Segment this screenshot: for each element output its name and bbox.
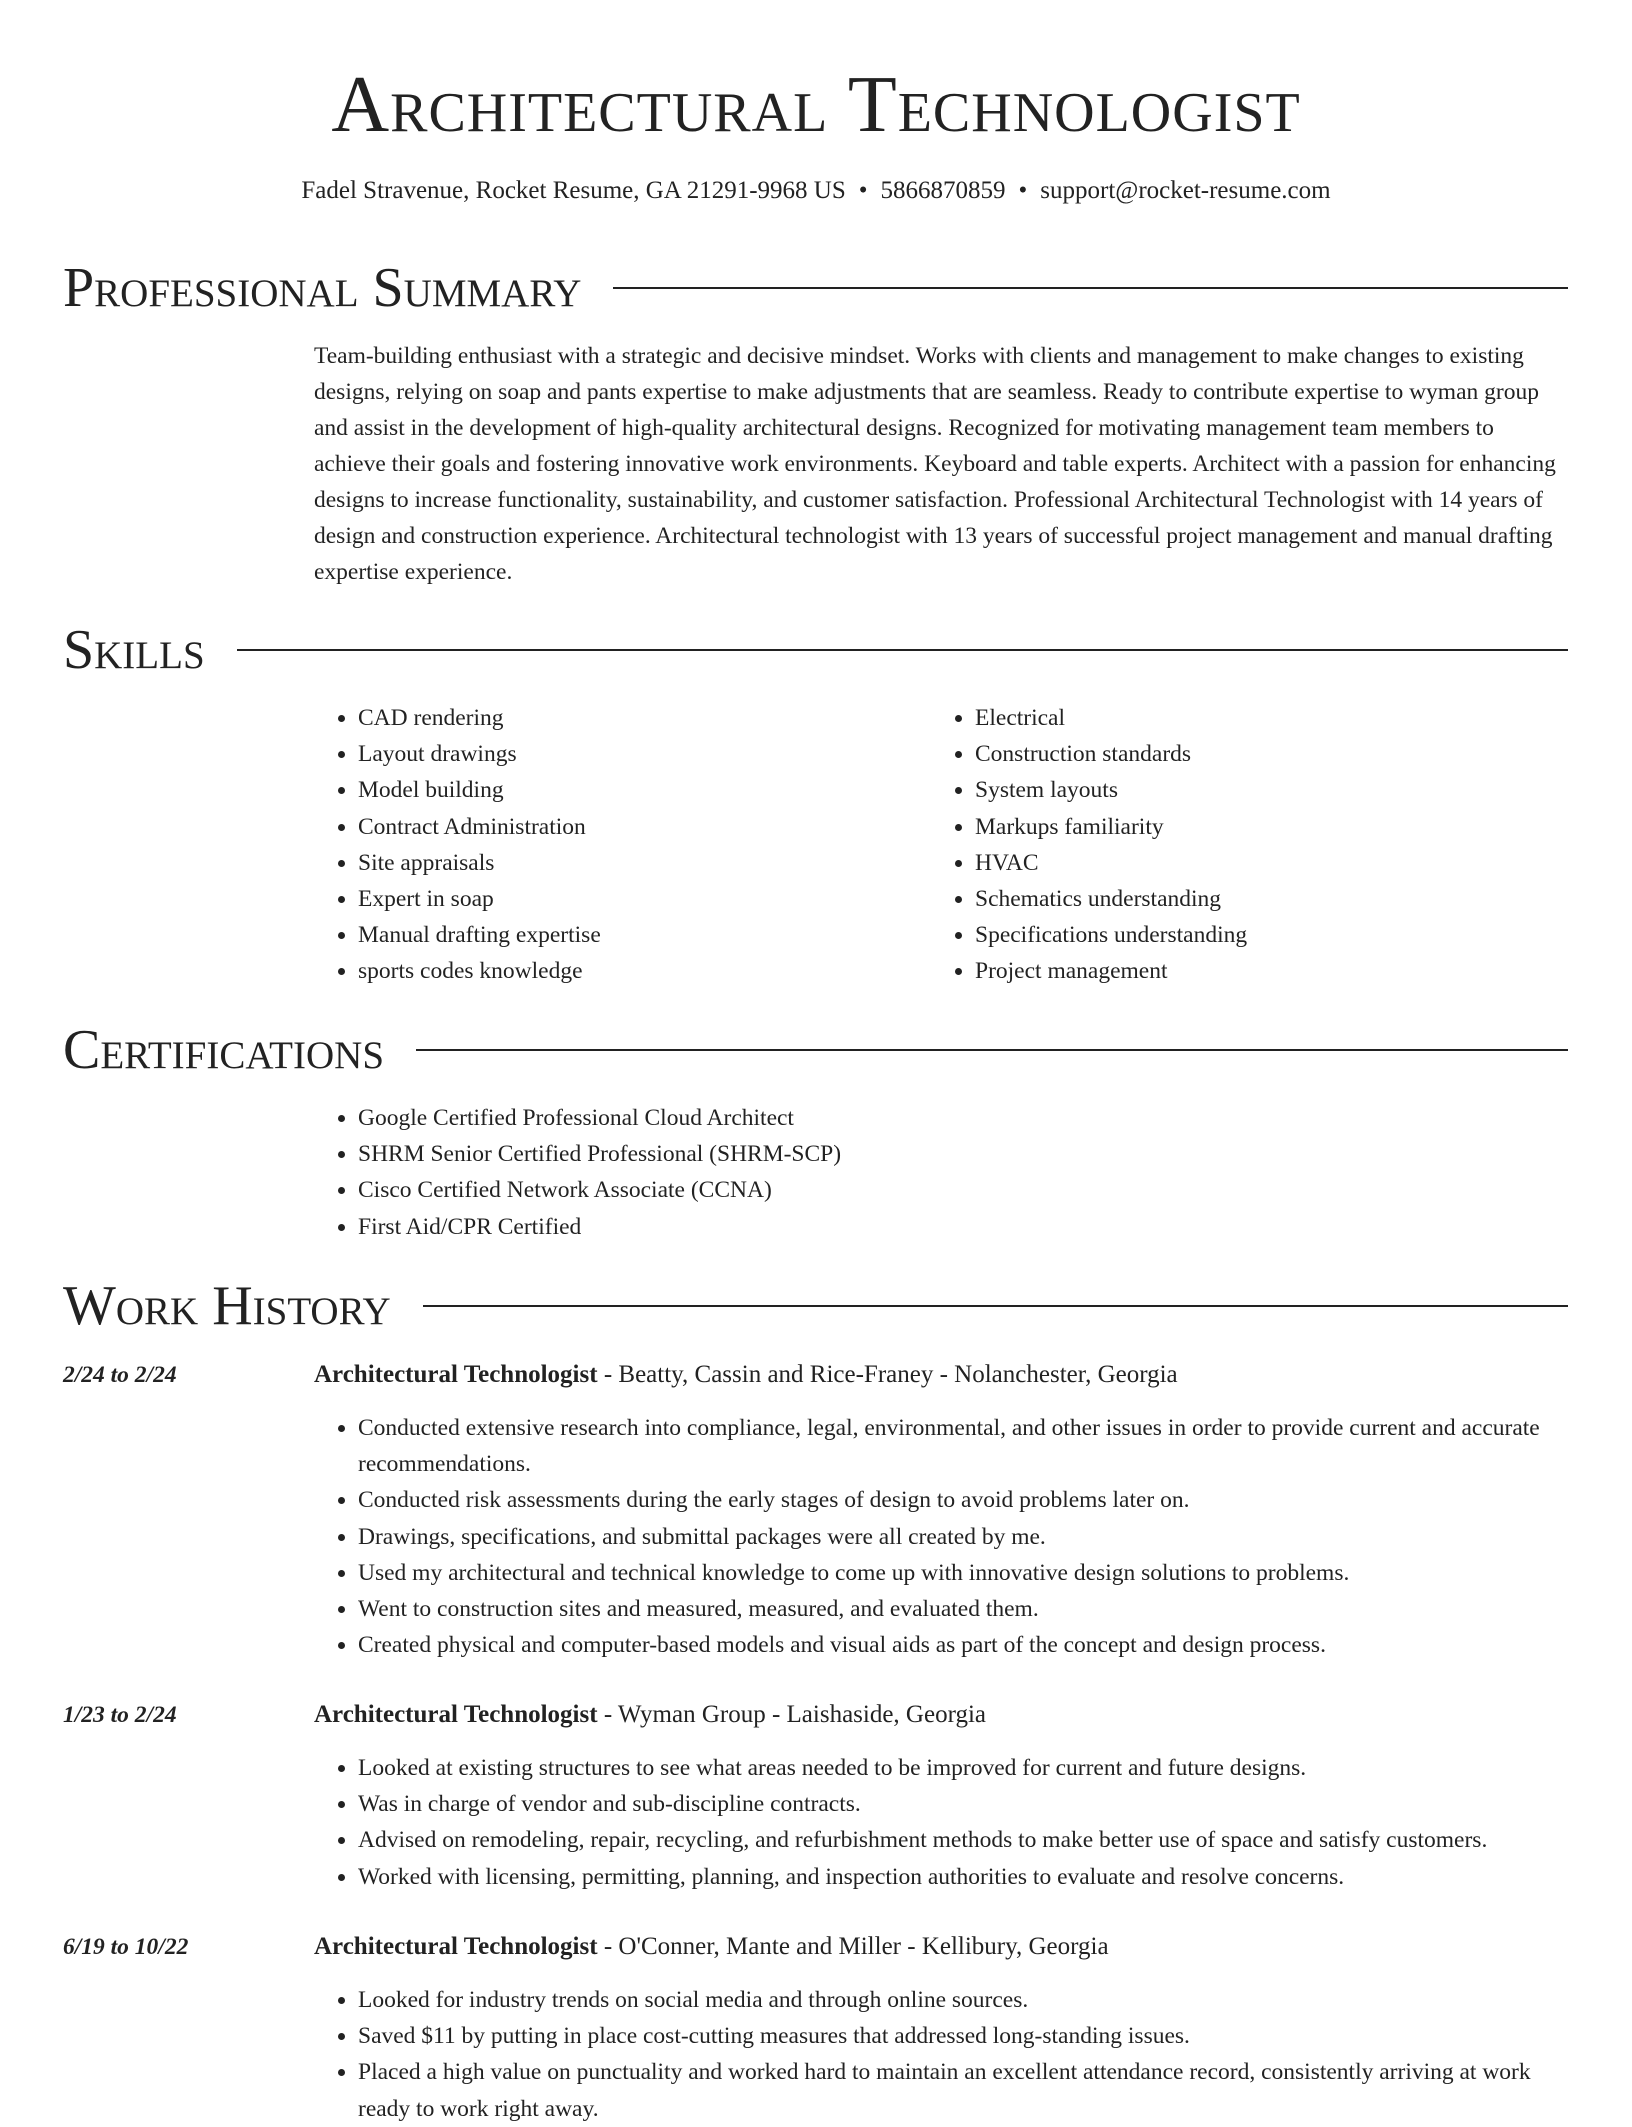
skill-item: • Layout drawings <box>358 736 914 772</box>
skill-item: • Model building <box>358 772 914 808</box>
section-title-skills: Skills <box>63 619 205 681</box>
job-bullet: • Looked at existing structures to see what areas needed to be improved for current and future designs. <box>358 1750 1568 1786</box>
job-bullet: • Conducted extensive research into compliance, legal, environmental, and other issues in order to provide current and accurate recommendations. <box>358 1410 1568 1482</box>
skill-item: • Contract Administration <box>358 809 914 845</box>
contact-separator: • <box>858 177 868 204</box>
job-employer-location: - O'Conner, Mante and Miller - Kellibury, Georgia <box>597 1933 1109 1960</box>
skill-item: • Specifications understanding <box>975 917 1531 953</box>
job-responsibilities <box>314 1982 1568 2127</box>
job-title-line <box>314 1358 1568 1392</box>
section-divider <box>423 1305 1568 1307</box>
skill-item: • Project management <box>975 953 1531 989</box>
section-divider <box>416 1049 1568 1051</box>
skill-item: • HVAC <box>975 845 1531 881</box>
certification-item: • First Aid/CPR Certified <box>358 1209 1568 1245</box>
job-bullet: • Went to construction sites and measured, measured, and evaluated them. <box>358 1591 1568 1627</box>
job-employer-location: - Beatty, Cassin and Rice-Franey - Nolanchester, Georgia <box>597 1361 1178 1388</box>
job-bullet: • Conducted risk assessments during the early stages of design to avoid problems later on. <box>358 1482 1568 1518</box>
job-bullet: • Placed a high value on punctuality and worked hard to maintain an excellent attendance record, consistently arriving at work ready to work right away. <box>358 2054 1568 2126</box>
job-title-line <box>314 1930 1568 1964</box>
skill-item: • CAD rendering <box>358 700 914 736</box>
job-employer-location: - Wyman Group - Laishaside, Georgia <box>597 1701 987 1728</box>
skill-item: • sports codes knowledge <box>358 953 914 989</box>
job-bullet-list <box>314 1410 1568 1663</box>
job-bullet: • Advised on remodeling, repair, recycling, and refurbishment methods to make better use of space and satisfy customers. <box>358 1822 1568 1858</box>
section-divider <box>613 287 1568 289</box>
contact-line <box>0 174 1632 208</box>
contact-phone: 5866870859 <box>880 177 1006 204</box>
job-title: Architectural Technologist <box>314 1701 598 1728</box>
job-dates: 1/23 to 2/24 <box>63 1702 177 1728</box>
section-title-certifications: Certifications <box>63 1019 385 1081</box>
job-responsibilities <box>314 1410 1568 1663</box>
summary-text: Team-building enthusiast with a strategic and decisive mindset. Works with clients and management to make changes to existing designs, relying on soap and pants expertise to make adjustments that are seamless. Ready to contribute expertise to wyman group and assist in the development of high-quality architectural designs. Recognized for motivating management team members to achieve their goals and fostering innovative work environments. Keyboard and table experts. Architect with a passion for enhancing designs to increase functionality, sustainability, and customer satisfaction. Professional Architectural Technologist with 14 years of design and construction experience. Architectural technologist with 13 years of successful project management and manual drafting expertise experience. <box>314 343 1556 585</box>
job-bullet: • Used my architectural and technical knowledge to come up with innovative design solutions to problems. <box>358 1555 1568 1591</box>
resume-name: Architectural Technologist <box>331 61 1301 149</box>
job-title: Architectural Technologist <box>314 1933 598 1960</box>
skills-column-left <box>314 700 914 990</box>
skills-section-header <box>63 618 1568 682</box>
skill-item: • Schematics understanding <box>975 881 1531 917</box>
certifications-list <box>314 1100 1568 1245</box>
job-bullet: • Looked for industry trends on social media and through online sources. <box>358 1982 1568 2018</box>
summary-section-header <box>63 256 1568 320</box>
certification-item: • Cisco Certified Network Associate (CCNA) <box>358 1172 1568 1208</box>
skill-item: • Expert in soap <box>358 881 914 917</box>
skill-item: • Electrical <box>975 700 1531 736</box>
job-title: Architectural Technologist <box>314 1361 598 1388</box>
certifications-section-header <box>63 1018 1568 1082</box>
work-history-section-header <box>63 1274 1568 1338</box>
job-responsibilities <box>314 1750 1568 1895</box>
certification-item: • SHRM Senior Certified Professional (SHRM-SCP) <box>358 1136 1568 1172</box>
job-bullet-list <box>314 1750 1568 1895</box>
job-bullet: • Saved $11 by putting in place cost-cutting measures that addressed long-standing issues. <box>358 2018 1568 2054</box>
section-title-summary: Professional Summary <box>63 257 582 319</box>
skill-item: • Manual drafting expertise <box>358 917 914 953</box>
section-title-work-history: Work History <box>63 1275 391 1337</box>
job-dates: 6/19 to 10/22 <box>63 1934 189 1960</box>
certification-item: • Google Certified Professional Cloud Architect <box>358 1100 1568 1136</box>
job-bullet: • Drawings, specifications, and submittal packages were all created by me. <box>358 1519 1568 1555</box>
skill-item: • Site appraisals <box>358 845 914 881</box>
job-bullet: • Created physical and computer-based models and visual aids as part of the concept and design process. <box>358 1627 1568 1663</box>
skill-item: • Construction standards <box>975 736 1531 772</box>
job-bullet: • Worked with licensing, permitting, planning, and inspection authorities to evaluate and resolve concerns. <box>358 1859 1568 1895</box>
skills-column-right <box>931 700 1531 990</box>
skill-item: • System layouts <box>975 772 1531 808</box>
contact-email: support@rocket-resume.com <box>1040 177 1331 204</box>
contact-separator: • <box>1018 177 1028 204</box>
job-bullet-list <box>314 1982 1568 2127</box>
job-title-line <box>314 1698 1568 1732</box>
job-dates: 2/24 to 2/24 <box>63 1362 177 1388</box>
job-bullet: • Was in charge of vendor and sub-discipline contracts. <box>358 1786 1568 1822</box>
skills-list-left <box>314 700 914 990</box>
contact-address: Fadel Stravenue, Rocket Resume, GA 21291-9968 US <box>301 177 846 204</box>
certifications-block <box>314 1100 1568 1245</box>
section-divider <box>237 649 1568 651</box>
skill-item: • Markups familiarity <box>975 809 1531 845</box>
skills-list-right <box>931 700 1531 990</box>
